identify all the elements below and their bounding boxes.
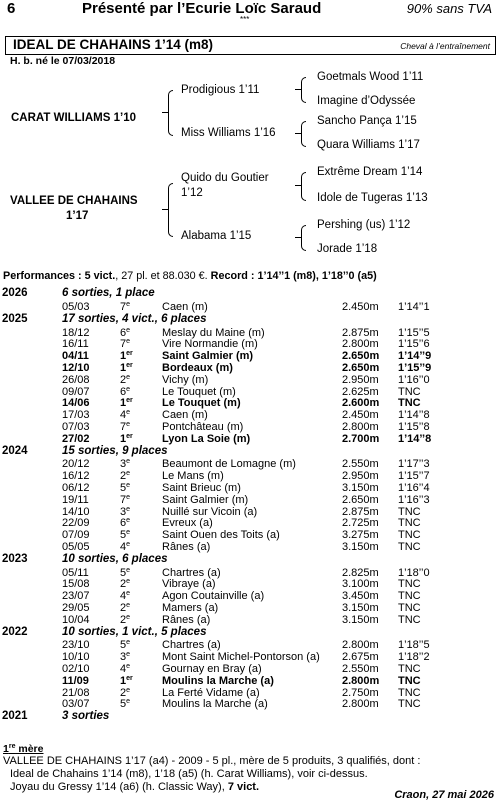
race-time: 1’16’’0 [398,373,430,386]
race-time: TNC [398,698,421,711]
race-date: 19/11 [62,493,89,506]
race-placing [120,517,130,529]
race-distance: 2.650m [342,350,380,363]
race-placing-number: 1 [120,674,127,687]
race-date: 26/08 [62,373,90,386]
race-time: 1’15’’9 [398,361,432,374]
race-time: 1’14’’8 [398,432,432,445]
race-time: 1’15’’5 [398,326,430,339]
perf-wins: 5 vict. [84,270,116,282]
race-placing [120,494,130,506]
race-placing [120,639,130,651]
race-placing [120,350,133,362]
race-placing-suffix: e [126,493,131,501]
race-placing-suffix: e [126,639,131,647]
race-placing [120,374,130,386]
race-distance: 2.800m [342,338,379,351]
race-track: Rânes (a) [162,613,211,626]
horse-status: Cheval à l’entraînement [400,41,490,51]
dam-bracket [168,183,173,237]
race-track: Nuillé sur Vicoin (a) [162,505,258,518]
race-distance: 2.825m [342,566,379,579]
race-date: 23/07 [62,590,90,603]
race-track: Agon Coutainville (a) [162,590,265,603]
race-date: 14/10 [62,505,90,518]
birth-info: H. b. né le 07/03/2018 [10,55,116,67]
perf-lead: Performances : [3,270,85,282]
race-date: 05/03 [62,300,90,313]
race-track: Meslay du Maine (m) [162,326,265,339]
race-placing-suffix: e [126,566,131,574]
mere-heading-word: mère [15,743,44,755]
race-placing [120,578,130,590]
race-distance: 2.875m [342,326,379,339]
ssd: Imagine d’Odyssée [317,95,416,107]
race-time: 1’15’’6 [398,338,430,351]
race-placing-suffix: er [126,674,133,682]
race-placing [120,470,130,482]
dss: Extrême Dream 1’14 [317,166,423,178]
race-placing [120,602,130,614]
race-track: Mont Saint Michel-Pontorson (a) [162,651,320,664]
dds: Pershing (us) 1’12 [317,219,411,231]
dam-record: 1’17 [66,210,89,222]
race-time: 1’16’’4 [398,481,430,494]
race-date: 23/10 [62,639,90,652]
race-placing-number: 2 [120,602,127,614]
race-placing-suffix: e [126,505,131,513]
race-time: TNC [398,590,421,603]
race-track: Chartres (a) [162,566,221,579]
race-distance: 3.150m [342,613,379,626]
race-track: Vire Normandie (m) [162,338,258,351]
race-placing-number: 1 [120,432,127,445]
race-date: 09/07 [62,385,90,398]
race-time: 1’16’’3 [398,493,430,506]
page-header [0,0,500,24]
race-date: 27/02 [62,432,90,445]
race-track: Pontchâteau (m) [162,420,244,433]
race-date: 05/05 [62,540,90,553]
race-placing-number: 3 [120,651,127,664]
race-date: 16/11 [62,338,89,351]
race-placing [120,386,130,398]
race-track: Caen (m) [162,300,208,313]
race-placing-suffix: e [126,385,131,393]
race-date: 07/03 [62,420,90,433]
race-placing [120,327,130,339]
race-time: TNC [398,529,421,542]
race-placing-suffix: e [126,373,131,381]
race-placing-suffix: e [126,686,131,694]
race-time: TNC [398,517,421,530]
race-placing [120,614,130,626]
race-track: Le Mans (m) [162,470,224,483]
race-placing-suffix: e [126,663,131,671]
sds: Sancho Pança 1’15 [317,115,417,127]
race-time: TNC [398,385,421,398]
race-placing-suffix: e [126,300,131,308]
race-time: TNC [398,505,421,518]
race-date: 12/10 [62,361,90,374]
race-distance: 2.675m [342,651,379,664]
race-time: 1’18’’2 [398,651,430,664]
race-placing-number: 4 [120,540,127,553]
race-distance: 2.600m [342,397,380,410]
race-placing [120,506,130,518]
sire: CARAT WILLIAMS 1’10 [11,112,137,124]
race-placing-suffix: e [126,409,131,417]
race-track: Bordeaux (m) [162,361,233,374]
race-track: Saint Brieuc (m) [162,481,241,494]
mere-heading-num: 1 [3,743,9,755]
ds-bracket-tick [295,185,301,186]
horse-name-box [5,36,496,55]
race-placing-number: 4 [120,663,127,676]
race-date: 20/12 [62,458,90,471]
race-date: 21/08 [62,686,90,699]
race-track: La Ferté Vidame (a) [162,686,260,699]
race-placing-number: 4 [120,409,127,422]
year-label: 2021 [2,710,28,723]
race-distance: 2.550m [342,458,379,471]
race-date: 15/08 [62,578,90,591]
dam-sire-record: 1’12 [181,187,203,199]
horse-name: IDEAL DE CHAHAINS 1’14 (m8) [13,37,214,52]
mere-heading-sup: re [8,743,16,750]
race-placing [120,663,130,675]
race-placing-suffix: e [126,540,131,548]
race-placing-number: 6 [120,326,127,339]
race-placing [120,687,130,699]
race-placing-number: 6 [120,385,127,398]
race-placing [120,698,130,710]
race-distance: 3.450m [342,590,379,603]
race-placing-number: 1 [120,397,127,410]
race-track: Saint Galmier (m) [162,350,254,363]
race-date: 14/06 [62,397,90,410]
race-distance: 2.875m [342,505,379,518]
race-placing [120,362,133,374]
year-label: 2026 [2,287,28,299]
footer-place-date: Craon, 27 mai 2026 [394,789,494,801]
race-time: 1’14’’9 [398,350,432,363]
race-date: 22/09 [62,517,90,530]
year-summary: 15 sorties, 9 places [62,444,168,457]
race-time: TNC [398,397,421,410]
sire-sire: Prodigious 1’11 [181,84,260,96]
race-date: 17/03 [62,409,90,422]
mere-line-3a: Joyau du Gressy 1’14 (a6) (h. Classic Way), [10,781,228,793]
race-placing-number: 4 [120,590,127,603]
race-distance: 2.750m [342,686,379,699]
dam-bracket-tick [162,209,168,210]
year-label: 2025 [2,312,28,325]
presenter-title: Présenté par l’Ecurie Loïc Saraud [82,0,322,17]
race-placing-suffix: e [126,529,131,537]
ss-bracket-tick [295,89,301,90]
race-date: 05/11 [62,566,89,579]
race-placing-suffix: e [126,458,131,466]
race-date: 29/05 [62,602,90,614]
race-track: Lyon La Soie (m) [162,432,251,445]
race-track: Le Touquet (m) [162,397,241,410]
year-summary: 10 sorties, 1 vict., 5 places [62,625,207,638]
race-placing [120,458,130,470]
year-summary: 10 sorties, 6 places [62,552,168,565]
race-placing-suffix: e [126,698,131,706]
dam-sire: Quido du Goutier [181,172,269,184]
lot-number: 6 [7,0,16,17]
race-date: 06/12 [62,481,90,494]
race-track: Chartres (a) [162,639,221,652]
race-date: 03/07 [62,698,90,711]
race-placing-suffix: er [126,350,133,358]
race-placing-number: 2 [120,613,127,626]
sire-bracket-tick [162,112,168,113]
race-placing-number: 1 [120,361,127,374]
race-time: TNC [398,578,421,591]
race-track: Vibraye (a) [162,578,216,591]
year-label: 2023 [2,552,28,565]
mere-line-1: VALLEE DE CHAHAINS 1’17 (a4) - 2009 - 5 pl., mère de 5 produits, 3 qualifiés, dont : [3,755,421,767]
race-distance: 3.150m [342,481,379,494]
mere-line-2: Ideal de Chahains 1’14 (m8), 1’18 (a5) (h. Carat Williams), voir ci-dessus. [10,768,368,780]
race-placing-number: 5 [120,639,127,652]
race-placing-suffix: e [126,602,131,609]
perf-record: Record : 1’14’’1 (m8), 1’18’’0 (a5) [207,270,377,282]
mere-line-3 [10,781,259,793]
race-date: 04/11 [62,350,89,363]
race-track: Evreux (a) [162,517,213,530]
race-distance: 2.800m [342,639,379,652]
race-track: Rânes (a) [162,540,211,553]
race-placing [120,567,130,579]
race-time: TNC [398,663,421,676]
race-track: Saint Ouen des Toits (a) [162,529,280,542]
race-placing-suffix: er [126,432,133,440]
year-label: 2022 [2,625,28,638]
perf-places: , 27 pl. et 88.030 €. [115,270,208,282]
race-time: TNC [398,602,421,614]
race-distance: 2.450m [342,409,379,422]
race-placing-suffix: er [126,361,133,369]
race-placing-suffix: e [126,470,131,478]
race-placing [120,482,130,494]
race-date: 16/12 [62,470,90,483]
ds-bracket [301,172,306,201]
race-time: TNC [398,674,421,687]
race-placing [120,421,130,433]
race-time: 1’14’’1 [398,300,430,313]
race-distance: 2.550m [342,663,379,676]
race-placing-number: 5 [120,481,127,494]
race-time: 1’18’’0 [398,566,430,579]
race-time: TNC [398,613,421,626]
race-placing-number: 5 [120,529,127,542]
race-track: Le Touquet (m) [162,385,236,398]
race-placing-number: 2 [120,578,127,591]
race-placing-suffix: e [126,613,131,621]
race-placing-suffix: e [126,338,131,346]
race-placing [120,541,130,553]
tva-note: 90% sans TVA [406,1,492,16]
race-placing-number: 3 [120,458,127,471]
race-placing-suffix: e [126,517,131,525]
dsd: Idole de Tugeras 1’13 [317,192,428,204]
race-time: TNC [398,540,421,553]
race-placing-number: 7 [120,338,127,351]
race-placing-suffix: e [126,326,131,334]
race-track: Saint Galmier (m) [162,493,249,506]
race-distance: 2.650m [342,361,380,374]
sd-bracket-tick [295,133,301,134]
race-placing-suffix: e [126,590,131,598]
race-time: 1’18’’5 [398,639,430,652]
race-track: Vichy (m) [162,373,209,386]
race-distance: 3.150m [342,540,379,553]
race-placing-suffix: e [126,651,131,659]
race-track: Moulins la Marche (a) [162,674,274,687]
race-placing-suffix: e [126,481,131,489]
race-placing-number: 5 [120,698,127,711]
ss-bracket [301,77,306,103]
race-time: 1’15’’8 [398,420,430,433]
race-date: 07/09 [62,529,90,542]
race-placing [120,301,130,313]
race-placing [120,529,130,541]
race-time: 1’15’’7 [398,470,430,483]
race-distance: 3.100m [342,578,379,591]
race-distance: 2.700m [342,432,380,445]
race-placing [120,409,130,421]
race-placing [120,651,130,663]
race-date: 10/10 [62,651,90,664]
race-placing [120,590,130,602]
race-track: Beaumont de Lomagne (m) [162,458,296,471]
race-date: 11/09 [62,674,89,687]
race-placing [120,338,130,350]
race-placing-number: 6 [120,517,127,530]
race-distance: 2.650m [342,493,379,506]
dd-bracket-tick [295,237,301,238]
year-label: 2024 [2,444,28,457]
race-distance: 2.450m [342,300,379,313]
race-distance: 2.950m [342,373,379,386]
sss: Goetmals Wood 1’11 [317,71,424,83]
race-placing-number: 7 [120,493,127,506]
race-track: Mamers (a) [162,602,219,614]
race-distance: 2.950m [342,470,379,483]
race-date: 18/12 [62,326,90,339]
race-placing-number: 2 [120,470,127,483]
race-distance: 3.275m [342,529,379,542]
sdd: Quara Williams 1’17 [317,139,420,151]
ddd: Jorade 1’18 [317,243,378,255]
race-placing-suffix: er [126,397,133,405]
race-placing-number: 3 [120,505,127,518]
race-placing-suffix: e [126,578,131,586]
race-placing-number: 7 [120,300,127,313]
race-placing-number: 7 [120,420,127,433]
race-date: 10/04 [62,613,90,626]
race-track: Moulins la Marche (a) [162,698,268,711]
year-summary: 6 sorties, 1 place [62,287,155,299]
race-track: Gournay en Bray (a) [162,663,262,676]
race-distance: 2.625m [342,385,379,398]
dam-dam: Alabama 1’15 [181,230,252,242]
race-placing-number: 5 [120,566,127,579]
dam-name: VALLEE DE CHAHAINS [10,195,138,207]
race-placing-number: 2 [120,686,127,699]
race-time: TNC [398,686,421,699]
mere-line-3b: 7 vict. [227,781,260,793]
year-summary: 3 sorties [62,710,110,723]
race-placing [120,675,133,687]
race-distance: 2.800m [342,698,379,711]
race-placing-number: 1 [120,350,127,363]
mere-heading [3,743,44,755]
sd-bracket [301,121,306,147]
dd-bracket [301,225,306,251]
race-date: 02/10 [62,663,90,676]
race-distance: 2.800m [342,420,379,433]
performances-summary [3,270,377,282]
race-placing [120,433,133,445]
race-placing [120,397,133,409]
race-distance: 2.725m [342,517,379,530]
race-time: 1’14’’8 [398,409,430,422]
race-distance: 2.800m [342,674,380,687]
race-time: 1’17’’3 [398,458,430,471]
year-summary: 17 sorties, 4 vict., 6 places [62,312,207,325]
stars-mark: *** [240,15,250,24]
race-placing-number: 2 [120,373,127,386]
sire-dam: Miss Williams 1’16 [181,127,276,139]
sire-bracket [168,90,173,136]
race-track: Caen (m) [162,409,208,422]
race-placing-suffix: e [126,420,131,428]
race-distance: 3.150m [342,602,379,614]
